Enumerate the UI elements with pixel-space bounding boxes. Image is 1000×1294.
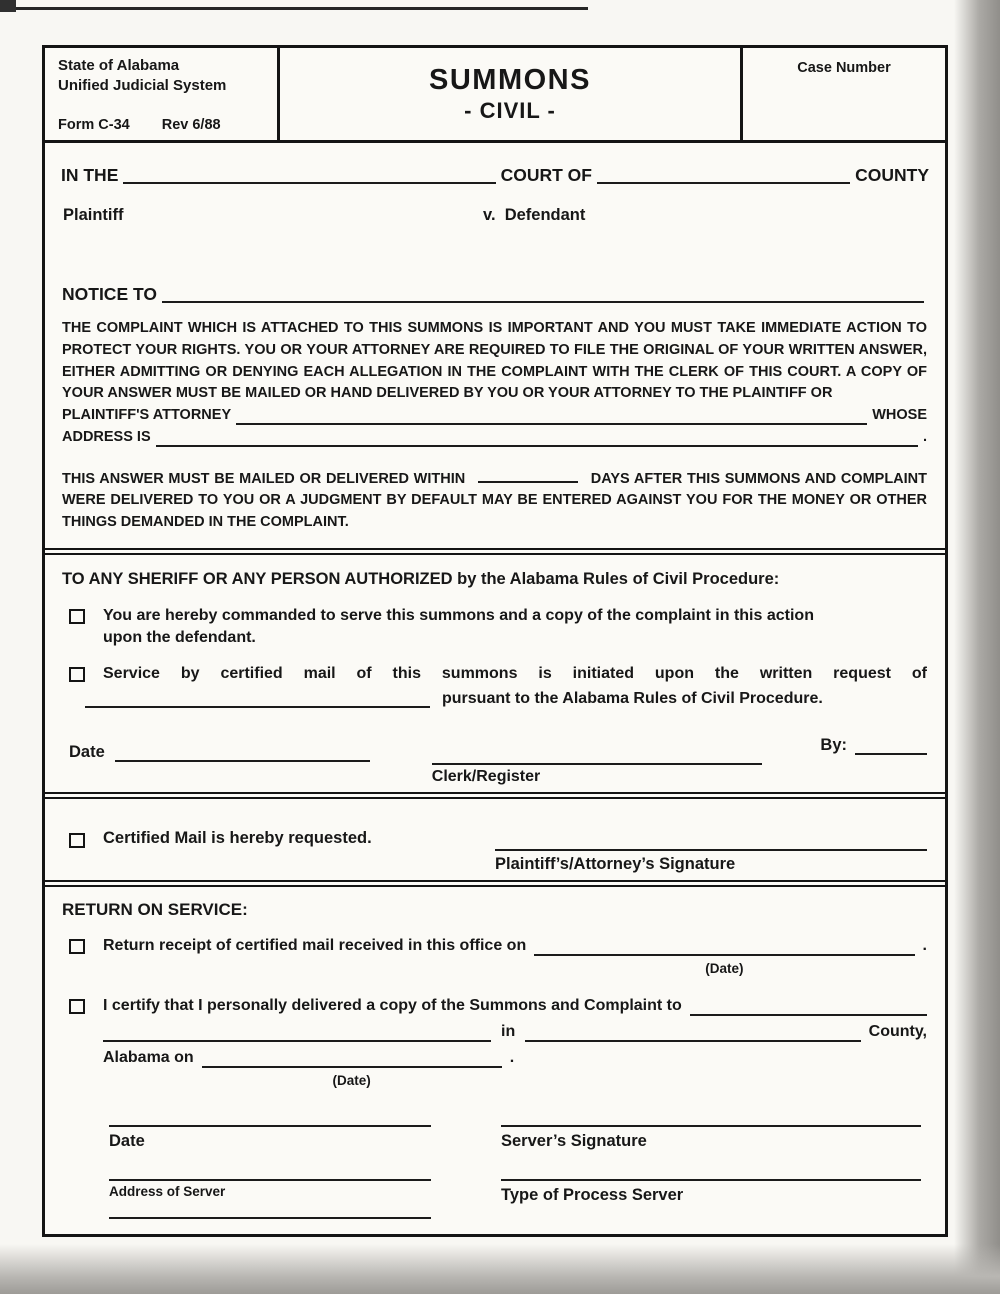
- scan-artifact-corner: [0, 0, 16, 12]
- plaintiff-attorney-signature-field[interactable]: [495, 831, 927, 851]
- server-date-field[interactable]: [109, 1125, 431, 1127]
- county-suffix-label: County,: [868, 1022, 927, 1040]
- certified-mail-requested-checkbox[interactable]: [69, 833, 85, 848]
- notice-to-row: [62, 284, 929, 305]
- requestor-name-field[interactable]: [85, 690, 430, 708]
- agency-line1: State of Alabama: [58, 57, 180, 74]
- scan-artifact-right-edge: [954, 0, 1000, 1294]
- scan-artifact-bottom-edge: [0, 1244, 1000, 1294]
- sheriff-heading: TO ANY SHERIFF OR ANY PERSON AUTHORIZED by the Alabama Rules of Civil Procedure:: [62, 569, 780, 588]
- clerk-signature-field[interactable]: [432, 745, 762, 765]
- in-the-label: IN THE: [61, 165, 119, 185]
- certified-mail-request-group: [69, 829, 372, 848]
- date-hint-1: (Date): [705, 960, 744, 976]
- plaintiff-attorney-signature-label: Plaintiff’s/Attorney’s Signature: [495, 854, 736, 873]
- clerk-group: [432, 745, 762, 786]
- form-subtitle: - CIVIL -: [464, 98, 556, 123]
- certified-service-text-line2: [103, 688, 927, 710]
- section-divider-3: [45, 880, 945, 887]
- county-name-field[interactable]: [597, 182, 850, 184]
- whose-label: WHOSE: [872, 407, 927, 423]
- return-receipt-date-field[interactable]: [534, 935, 914, 956]
- address-of-server-field-2[interactable]: [109, 1217, 431, 1219]
- delivery-date-field[interactable]: [202, 1047, 502, 1068]
- server-signature-label: Server’s Signature: [501, 1131, 647, 1150]
- form-title: SUMMONS: [429, 64, 591, 96]
- in-label: in: [501, 1022, 516, 1040]
- return-receipt-text-block: [103, 935, 927, 979]
- attorney-line: [62, 405, 927, 427]
- address-of-server-label: Address of Server: [109, 1183, 226, 1199]
- address-period: .: [922, 428, 927, 445]
- pursuant-text: pursuant to the Alabama Rules of Civil Procedure.: [442, 689, 823, 707]
- serve-summons-text-line1: You are hereby commanded to serve this summons and a copy of the complaint in this action: [103, 606, 814, 624]
- certified-mail-request-row: [69, 829, 927, 874]
- server-date-label: Date: [109, 1131, 145, 1150]
- notice-to-label: NOTICE TO: [62, 284, 157, 304]
- alabama-on-label: Alabama on: [103, 1048, 194, 1066]
- certify-text: I certify that I personally delivered a copy of the Summons and Complaint to: [103, 996, 682, 1014]
- title-cell: [280, 48, 743, 140]
- court-name-field[interactable]: [123, 182, 495, 184]
- parties-row: [45, 206, 945, 228]
- address-is-label: ADDRESS IS: [62, 428, 151, 445]
- certified-service-checkbox[interactable]: [69, 667, 85, 682]
- case-number-label: Case Number: [797, 60, 891, 76]
- type-of-process-server-label: Type of Process Server: [501, 1185, 684, 1204]
- case-number-cell: [743, 48, 945, 140]
- address-of-server-field[interactable]: [109, 1179, 431, 1181]
- clerk-date-row: [69, 736, 927, 786]
- return-on-service-heading: RETURN ON SERVICE:: [62, 899, 248, 919]
- vs-defendant-label: v. Defendant: [483, 206, 586, 224]
- return-receipt-checkbox[interactable]: [69, 939, 85, 954]
- server-footer-right: [501, 1125, 921, 1219]
- personal-delivery-checkbox[interactable]: [69, 999, 85, 1014]
- personal-delivery-text-block: [103, 995, 927, 1091]
- serve-summons-checkbox[interactable]: [69, 609, 85, 624]
- scan-artifact-top-line: [0, 7, 588, 10]
- by-field[interactable]: [855, 751, 927, 755]
- answer-paragraph: [62, 469, 927, 534]
- return-receipt-period: .: [922, 936, 927, 954]
- form-number-row: [58, 117, 269, 133]
- agency-cell: [45, 48, 280, 140]
- return-receipt-row: [69, 935, 927, 979]
- serve-summons-text: [103, 605, 927, 649]
- plaintiff-signature-group: [495, 831, 927, 874]
- by-label: By:: [820, 735, 847, 754]
- county-label: COUNTY: [855, 165, 929, 185]
- delivered-to-field[interactable]: [690, 995, 927, 1016]
- delivery-county-field[interactable]: [525, 1021, 860, 1042]
- certified-mail-request-label: Certified Mail is hereby requested.: [103, 828, 372, 847]
- clerk-register-label: Clerk/Register: [431, 767, 541, 785]
- type-of-process-server-field[interactable]: [501, 1179, 921, 1181]
- clerk-date-field[interactable]: [115, 758, 370, 762]
- section-divider-1: [45, 548, 945, 555]
- by-group: [820, 736, 927, 755]
- date-label: Date: [69, 742, 105, 761]
- attorney-address-field[interactable]: [156, 445, 918, 447]
- answer-text-1: THIS ANSWER MUST BE MAILED OR DELIVERED WITHIN: [62, 470, 466, 487]
- delivered-to-name-field[interactable]: [103, 1021, 491, 1042]
- plaintiff-label: Plaintiff: [63, 206, 124, 224]
- personal-delivery-row: [69, 995, 927, 1091]
- date-group: [69, 743, 370, 762]
- notice-to-field[interactable]: [162, 301, 924, 303]
- address-line: [62, 427, 927, 449]
- form-number: Form C-34: [58, 117, 130, 133]
- form-revision: Rev 6/88: [161, 117, 221, 133]
- summons-civil-form: [42, 45, 948, 1237]
- server-footer: [109, 1125, 921, 1219]
- certified-service-row: [69, 663, 927, 710]
- plaintiffs-attorney-label: PLAINTIFF'S ATTORNEY: [62, 407, 232, 423]
- attorney-name-field[interactable]: [236, 423, 867, 425]
- serve-summons-row: [69, 605, 927, 649]
- court-of-label: COURT OF: [500, 165, 592, 185]
- server-footer-left: [109, 1125, 431, 1219]
- return-receipt-text: Return receipt of certified mail received in this office on: [103, 936, 527, 954]
- serve-summons-text-line2: upon the defendant.: [103, 628, 256, 646]
- date-hint-2: (Date): [332, 1072, 371, 1088]
- server-signature-field[interactable]: [501, 1125, 921, 1127]
- agency-block: [58, 56, 269, 95]
- court-line: [61, 165, 929, 186]
- days-field[interactable]: [478, 470, 578, 483]
- agency-line2: Unified Judicial System: [58, 76, 227, 94]
- notice-body: THE COMPLAINT WHICH IS ATTACHED TO THIS SUMMONS IS IMPORTANT AND YOU MUST TAKE IMMEDIATE ACTION TO PROTECT YOUR RIGHTS. YOU OR YOUR ATTORNEY ARE REQUIRED TO FILE THE ORIGINAL OF YOUR WRITTEN ANSWER, EITHER ADMITTING OR DENYING EACH ALLEGATION IN THE COMPLAINT WITH THE CLERK OF THIS COURT. A COPY OF YOUR ANSWER MUST BE MAILED OR HAND DELIVERED BY YOU OR YOUR ATTORNEY TO THE PLAINTIFF OR: [62, 320, 927, 402]
- form-header: [45, 48, 945, 143]
- certified-service-text-line1: Service by certified mail of this summons is initiated upon the written request of: [103, 664, 927, 682]
- section-divider-2: [45, 792, 945, 799]
- certified-service-text: [103, 663, 927, 710]
- answer-text-2: DAYS AFTER THIS SUMMONS AND COMPLAINT WERE DELIVERED TO YOU OR A JUDGMENT BY DEFAULT MAY BE ENTERED AGAINST YOU FOR THE MONEY OR OTHER THINGS DEMANDED IN THE COMPLAINT.: [62, 470, 928, 530]
- alabama-period: .: [509, 1048, 515, 1066]
